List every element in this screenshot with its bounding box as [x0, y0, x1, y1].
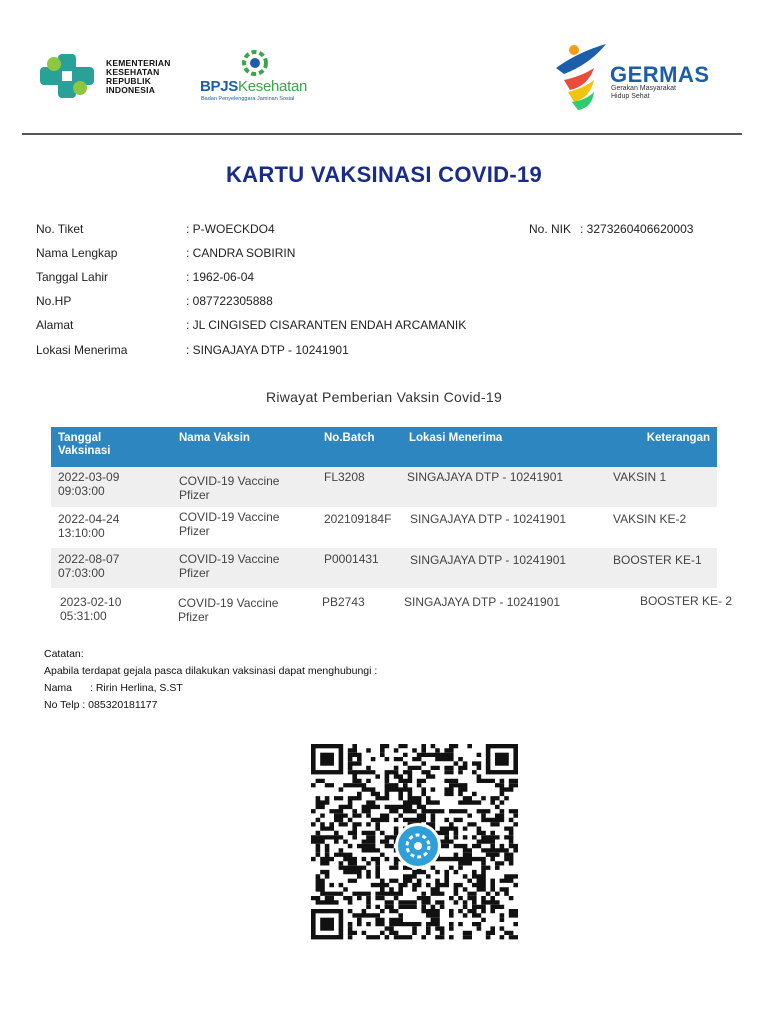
cell-date-day: 2022-04-24: [58, 512, 120, 526]
cell-batch: PB2743: [322, 595, 365, 609]
cell-date-time: 09:03:00: [58, 484, 105, 498]
header-batch: No.Batch: [324, 432, 375, 444]
dob-label: Tanggal Lahir: [36, 270, 109, 284]
cell-date-day: 2023-02-10: [60, 595, 122, 609]
qr-code[interactable]: [311, 744, 525, 946]
notes-name-value: : Ririn Herlina, S.ST: [90, 682, 183, 694]
cell-note: VAKSIN KE-2: [613, 512, 687, 526]
table-row: [51, 588, 733, 628]
pedulilindungi-icon: [395, 823, 441, 869]
kemenkes-line: KEMENTERIAN: [106, 58, 171, 68]
header: [0, 0, 768, 134]
phone-value: : 087722305888: [186, 294, 273, 308]
germas-title: GERMAS: [610, 62, 710, 87]
table-header: [51, 427, 717, 467]
history-title: Riwayat Pemberian Vaksin Covid-19: [265, 389, 503, 405]
header-date-line2: Vaksinasi: [58, 445, 111, 457]
bpjs-subtitle: Badan Penyelenggara Jaminan Sosial: [201, 96, 295, 102]
cell-vaccine: [179, 474, 279, 502]
germas-emblem-icon: [548, 42, 614, 112]
germas-subtitle-line: Gerakan Masyarakat: [611, 85, 676, 92]
table-row: [51, 548, 717, 588]
cell-location: SINGAJAYA DTP - 10241901: [404, 595, 561, 609]
cell-date-time: 05:31:00: [60, 609, 107, 623]
card-title: KARTU VAKSINASI COVID-19: [225, 162, 543, 187]
germas-logo: [548, 42, 718, 112]
cell-date: [58, 470, 119, 498]
header-note: Keterangan: [646, 432, 710, 444]
cell-vaccine-line2: Pfizer: [179, 566, 210, 580]
cell-vaccine-line2: Pfizer: [178, 610, 209, 624]
kemenkes-line: REPUBLIK: [106, 76, 152, 86]
bpjs-name-part1: BPJS: [200, 78, 238, 95]
cell-vaccine-line2: Pfizer: [179, 488, 210, 502]
phone-label: No.HP: [36, 294, 72, 308]
germas-subtitle-line: Hidup Sehat: [611, 93, 650, 100]
nik-value: : 3273260406620003: [580, 222, 694, 236]
location-value: : SINGAJAYA DTP - 10241901: [186, 343, 349, 357]
header-location: Lokasi Menerima: [409, 432, 503, 444]
bpjs-logo: [200, 48, 320, 108]
location-label: Lokasi Menerima: [36, 343, 128, 357]
cell-vaccine: [179, 552, 279, 580]
kemenkes-logo: [38, 52, 188, 100]
cell-vaccine-line1: COVID-19 Vaccine: [179, 510, 280, 524]
cell-note: VAKSIN 1: [613, 470, 667, 484]
cell-note: BOOSTER KE-1: [613, 553, 702, 567]
notes-heading: Catatan:: [44, 648, 84, 660]
notes-phone-value: : 085320181177: [82, 699, 158, 711]
cell-vaccine-line2: Pfizer: [179, 524, 210, 538]
notes-phone-label: No Telp: [44, 699, 80, 711]
dob-value: : 1962-06-04: [186, 270, 255, 284]
cell-date: [58, 512, 119, 540]
cell-note: BOOSTER KE- 2: [640, 594, 733, 608]
table-row: [51, 508, 717, 548]
contact-notes: [44, 646, 377, 714]
cell-batch: FL3208: [324, 470, 365, 484]
ticket-value: : P-WOECKDO4: [186, 222, 275, 236]
table-row: [51, 467, 717, 507]
notes-name-label: Nama: [44, 682, 73, 694]
cell-vaccine: [178, 596, 278, 624]
nik-label: No. NIK: [529, 222, 572, 236]
cell-date: [58, 552, 119, 580]
cell-location: SINGAJAYA DTP - 10241901: [407, 470, 564, 484]
cell-vaccine-line1: COVID-19 Vaccine: [179, 552, 280, 566]
address-label: Alamat: [36, 318, 74, 332]
cell-date-day: 2022-03-09: [58, 470, 120, 484]
header-date-line1: Tanggal: [58, 432, 102, 444]
name-label: Nama Lengkap: [36, 246, 118, 260]
header-divider: [22, 133, 742, 135]
notes-name-row: [44, 680, 377, 697]
cell-vaccine-line1: COVID-19 Vaccine: [178, 596, 279, 610]
cell-location: SINGAJAYA DTP - 10241901: [410, 512, 567, 526]
cell-date-time: 07:03:00: [58, 566, 105, 580]
bpjs-emblem-icon: [240, 48, 270, 78]
notes-phone-row: [44, 697, 377, 714]
cell-date-time: 13:10:00: [58, 526, 105, 540]
cell-batch: P0001431: [324, 552, 379, 566]
cell-date-day: 2022-08-07: [58, 552, 120, 566]
cell-vaccine-line1: COVID-19 Vaccine: [179, 474, 280, 488]
bpjs-name-part2: Kesehatan: [238, 78, 308, 95]
kemenkes-line: INDONESIA: [106, 85, 156, 95]
header-vaccine: Nama Vaksin: [179, 432, 250, 444]
cell-batch: 202109184F: [324, 512, 392, 526]
name-value: : CANDRA SOBIRIN: [186, 246, 296, 260]
kemenkes-line: KESEHATAN: [106, 67, 160, 77]
header-date: [58, 432, 110, 458]
cell-vaccine: [179, 510, 279, 538]
address-value: : JL CINGISED CISARANTEN ENDAH ARCAMANIK: [186, 318, 467, 332]
notes-text: Apabila terdapat gejala pasca dilakukan vaksinasi dapat menghubungi :: [44, 665, 378, 677]
cell-date: [60, 595, 121, 623]
ticket-label: No. Tiket: [36, 222, 84, 236]
cell-location: SINGAJAYA DTP - 10241901: [410, 553, 567, 567]
